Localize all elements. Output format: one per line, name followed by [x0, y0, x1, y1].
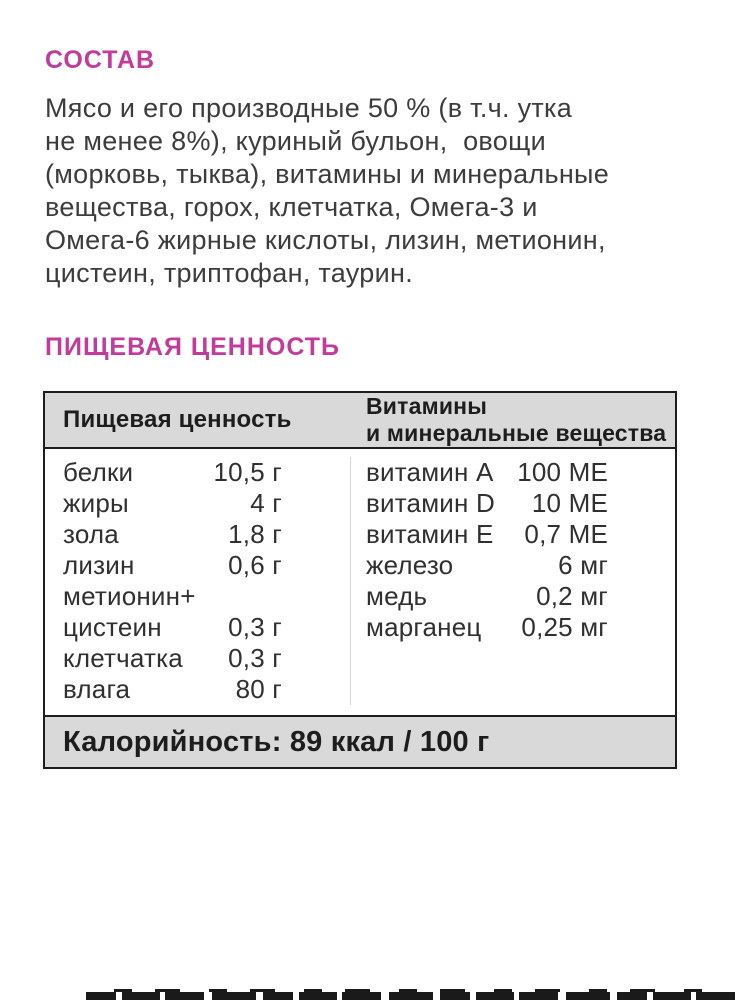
vitamin-value: 10 МЕ — [531, 488, 608, 518]
nutrient-value: 80 г — [235, 674, 282, 704]
vitamin-value: 6 мг — [558, 550, 608, 580]
table-row — [63, 457, 282, 488]
composition-heading: СОСТАВ — [45, 46, 156, 74]
nutrient-label: метионин+ — [63, 581, 196, 611]
table-row — [366, 519, 608, 550]
nutrient-value: 0,3 г — [228, 612, 282, 642]
nutrition-table-header — [45, 393, 675, 449]
nutrient-label: цистеин — [63, 612, 162, 642]
table-row — [366, 488, 608, 519]
header-vitamins-line1: Витамины — [366, 393, 488, 419]
header-vitamins-line2: и минеральные вещества — [366, 420, 667, 446]
table-row — [366, 457, 608, 488]
nutrient-label: зола — [63, 519, 119, 549]
composition-line: Мясо и его производные 50 % (в т.ч. утка — [45, 93, 573, 123]
table-row — [63, 674, 282, 705]
nutrition-heading: ПИЩЕВАЯ ЦЕННОСТЬ — [45, 333, 341, 361]
vitamin-label: марганец — [366, 612, 482, 642]
header-cell-vitamins — [351, 393, 675, 447]
vitamin-label: витамин А — [366, 457, 494, 487]
nutrient-label: белки — [63, 457, 134, 487]
vitamin-value: 0,7 МЕ — [524, 519, 608, 549]
vitamin-label: железо — [366, 550, 454, 580]
composition-line: цистеин, триптофан, таурин. — [45, 258, 414, 288]
vitamin-value: 0,2 мг — [536, 581, 608, 611]
nutrition-table — [43, 391, 677, 769]
vitamin-label: медь — [366, 581, 428, 611]
nutrition-table-body — [45, 449, 675, 715]
nutrient-value: 10,5 г — [213, 457, 282, 487]
nutrients-column — [45, 457, 351, 705]
nutrient-value: 1,8 г — [228, 519, 282, 549]
vitamin-label: витамин D — [366, 488, 495, 518]
nutrient-label: жиры — [63, 488, 129, 518]
table-row — [63, 643, 282, 674]
composition-text — [45, 92, 695, 290]
table-row — [366, 612, 608, 643]
calories-row: Калорийность: 89 ккал / 100 г — [45, 715, 675, 767]
composition-line: не менее 8%), куриный бульон, овощи — [45, 126, 546, 156]
nutrient-value: 4 г — [250, 488, 282, 518]
table-row — [366, 581, 608, 612]
header-cell-nutrition: Пищевая ценность — [63, 406, 292, 433]
composition-line: Омега-6 жирные кислоты, лизин, метионин, — [45, 225, 606, 255]
nutrient-value: 0,3 г — [228, 643, 282, 673]
composition-line: (морковь, тыква), витамины и минеральные — [45, 159, 610, 189]
table-row — [63, 519, 282, 550]
composition-line: вещества, горох, клетчатка, Омега-3 и — [45, 192, 538, 222]
nutrient-label: лизин — [63, 550, 135, 580]
table-row — [63, 612, 282, 643]
table-row — [63, 550, 282, 581]
table-row — [63, 488, 282, 519]
next-section-cutoff — [86, 992, 740, 1000]
table-row — [366, 550, 608, 581]
vitamin-value: 0,25 мг — [521, 612, 608, 642]
vitamin-label: витамин Е — [366, 519, 494, 549]
vitamins-column — [351, 457, 675, 705]
vitamin-value: 100 МЕ — [517, 457, 608, 487]
nutrient-label: клетчатка — [63, 643, 183, 673]
nutrient-label: влага — [63, 674, 131, 704]
nutrient-value: 0,6 г — [228, 550, 282, 580]
table-row — [63, 581, 282, 612]
